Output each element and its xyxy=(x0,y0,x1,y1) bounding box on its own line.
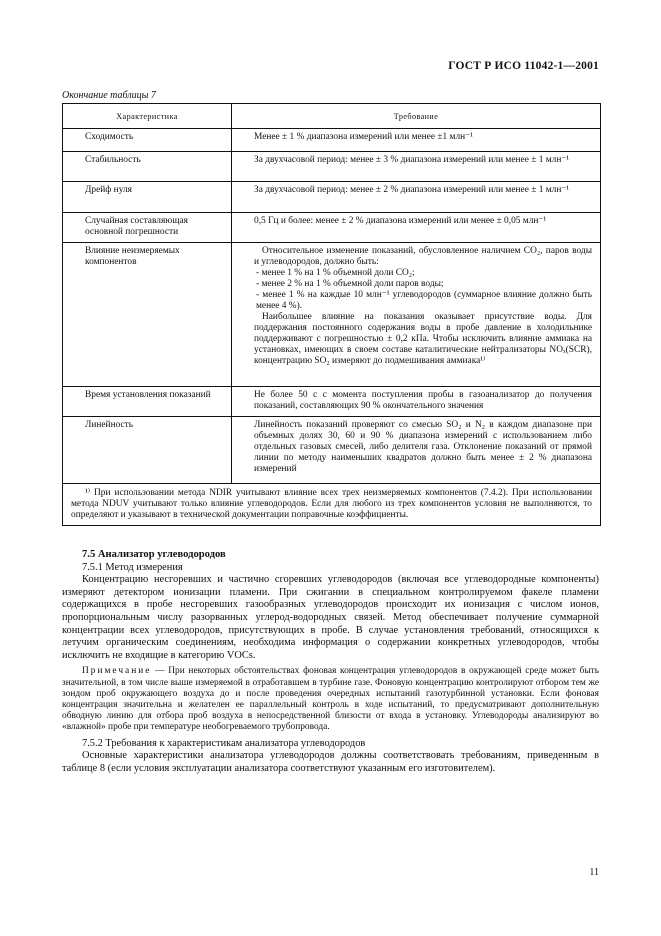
table-row xyxy=(63,243,600,387)
subsection-title: 7.5.1 Метод измерения xyxy=(82,561,183,573)
paragraph: Основные характеристики анализатора углеводородов должны соответствовать требованиям, приведенным в таблице 8 (если условия эксплуатации анализатора соответствуют указанным его изготовителем). xyxy=(62,750,599,774)
footnote-text: ¹⁾ При использовании метода NDIR учитывают влияние всех трех неизмеряемых компонентов (7.4.2). При использовании метода NDUV учитывают только влияние углеводородов. Если для любого из трех компонентов условия не выполняются, то определяют и указывают в технической документации поправочные коэффициенты. xyxy=(71,488,592,520)
table-row xyxy=(63,417,600,484)
row-characteristic: Дрейф нуля xyxy=(63,182,232,212)
row-characteristic: Линейность xyxy=(63,417,232,483)
section-title: 7.5 Анализатор углеводородов xyxy=(82,549,226,560)
row-characteristic: Сходимость xyxy=(63,129,232,151)
page-number: 11 xyxy=(589,867,599,878)
paragraph: Концентрацию несгоревших и частично сгоревших углеводородов (включая все углеводородные компоненты) измеряют детектором ионизации пламени. При сжигании в специальном контролируемом факеле пламени содержащихся в пробе несгоревших газообразных углеводородов происходит их ионизация с числом ионов, пропорциональным числу разорванных углерод-водородных связей. Метод обеспечивает получение суммарной концентрации всех углеводородов, присутствующих в пробе. В случае установления требований, относящихся к летучим органическим соединениям, необходима информация о содержании конкретных углеводородов, чтобы исключить не входящие в категорию VOCs. xyxy=(62,574,599,661)
table-row xyxy=(63,152,600,182)
requirement-intro: Относительное изменение показаний, обусловленное наличием CO₂, паров воды и углеводородов, должно быть: xyxy=(254,246,592,267)
row-requirement: За двухчасовой период: менее ± 2 % диапазона измерений или менее ± 1 млн⁻¹ xyxy=(254,185,570,195)
table-header xyxy=(63,104,600,129)
row-requirement xyxy=(232,243,600,386)
row-requirement: Не более 50 с с момента поступления пробы в газоанализатор до получения показаний, составляющих 90 % окончательного значения xyxy=(254,390,592,411)
column-header-requirement: Требование xyxy=(393,111,439,121)
table-continuation-caption: Окончание таблицы 7 xyxy=(62,90,156,101)
requirement-extra: Наибольшее влияние на показания оказывает присутствие воды. Для поддержания постоянного содержания воды в пробе давление в холодильнике поддерживают с погрешностью ± 0,2 кПа. Чтобы исключить влияние аммиака на установках, имеющих в своем составе каталитические нейтрализаторы NOₓ(SCR), концентрацию SO₂ измеряют до подмешивания аммиака¹⁾ xyxy=(254,312,592,366)
section-7-5 xyxy=(62,549,599,775)
row-characteristic: Влияние неизмеряемых компонентов xyxy=(63,243,232,386)
requirements-table xyxy=(62,103,601,526)
column-header-characteristic: Характеристика xyxy=(63,104,232,128)
subsection-title: 7.5.2 Требования к характеристикам анализатора углеводородов xyxy=(82,737,366,749)
table-row xyxy=(63,387,600,417)
row-requirement: Менее ± 1 % диапазона измерений или менее ±1 млн⁻¹ xyxy=(254,132,473,142)
row-characteristic: Случайная составляющая основной погрешности xyxy=(63,213,232,242)
standard-header: ГОСТ Р ИСО 11042-1—2001 xyxy=(448,60,599,72)
requirement-item: - менее 2 % на 1 % объемной доли паров воды; xyxy=(256,279,444,289)
table-footnote xyxy=(63,484,600,525)
row-requirement: Линейность показаний проверяют со смесью SO₂ и N₂ в каждом диапазоне при объемных долях 30, 60 и 90 % диапазона измерений с использованием либо отдельных газовых смесей, либо делителя газа. Отклонение показаний от прямой линии по методу наименьших квадратов должно быть менее ± 2 % диапазона измерений xyxy=(254,420,592,474)
row-characteristic: Время установления показаний xyxy=(63,387,232,416)
row-characteristic: Стабильность xyxy=(63,152,232,181)
row-requirement: За двухчасовой период: менее ± 3 % диапазона измерений или менее ± 1 млн⁻¹ xyxy=(254,155,570,165)
table-row xyxy=(63,182,600,213)
note-text: — При некоторых обстоятельствах фоновая концентрация углеводородов в окружающей среде может быть значительной, в том числе выше измеряемой в отработавшем в турбине газе. Фоновую концентрацию контролируют отбором тем же зондом проб окружающего воздуха до и после проведения очередных испытаний газотурбинной установки. Если фоновая концентрация значительна и желателен ее параллельный контроль в ходе испытаний, то предусматривают дополнительную обводную линию для отбора проб воздуха в непосредственной близости от входа в установку. Углеводороды анализируют во «влажной» пробе при температуре необогреваемого трубопровода. xyxy=(62,666,599,733)
row-requirement: 0,5 Гц и более: менее ± 2 % диапазона измерений или менее ± 0,05 млн⁻¹ xyxy=(254,216,547,226)
requirement-item: - менее 1 % на каждые 10 млн⁻¹ углеводородов (суммарное влияние должно быть менее 4 %). xyxy=(256,290,592,311)
note xyxy=(62,666,599,733)
note-label: Примечание xyxy=(82,666,152,677)
table-row xyxy=(63,213,600,243)
requirement-item: - менее 1 % на 1 % объемной доли CO₂; xyxy=(256,268,415,278)
table-row xyxy=(63,129,600,152)
